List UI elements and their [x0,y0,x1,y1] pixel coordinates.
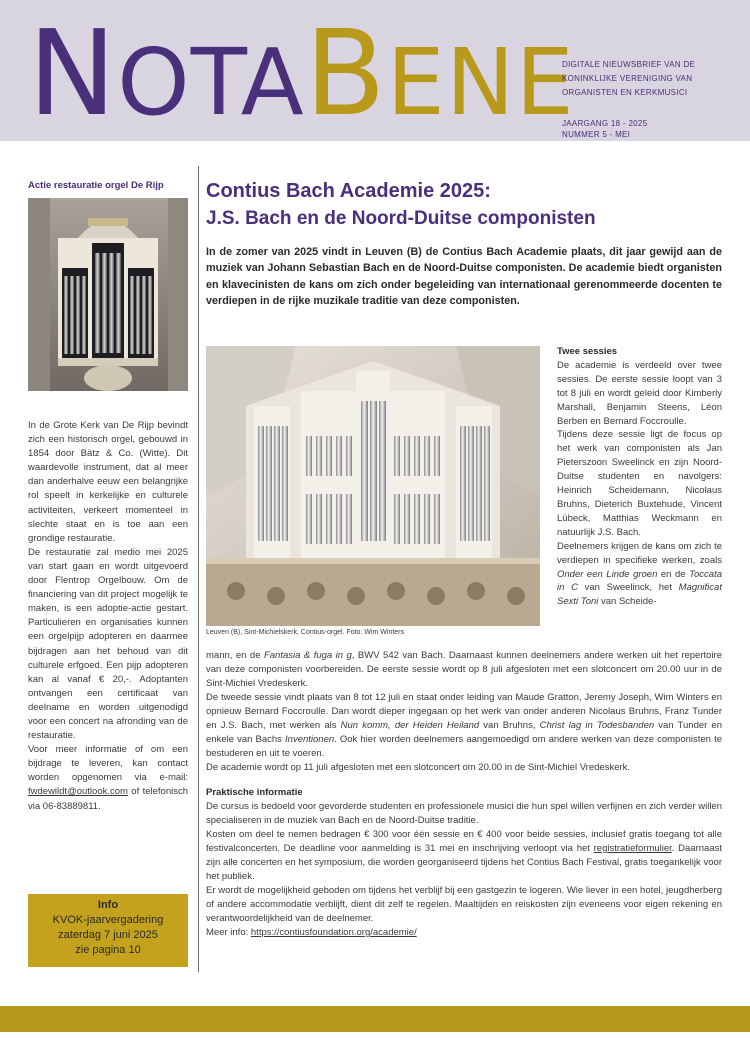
work-title: Magnificat Sexti Toni [557,582,722,608]
sidebar-contact [28,743,188,813]
work-title: Nun komm, der Heiden Heiland [340,720,480,731]
body-paragraph: De academie wordt op 11 juli afgesloten met een slotconcert om 20.00 in de Sint-Michiel Vredeskerk. [206,762,631,773]
sidebar-heading: Actie restauratie orgel De Rijp [28,180,164,191]
masthead [0,0,750,141]
logo-letter-b: B [304,4,387,142]
registration-form-link[interactable]: registratieformulier [593,843,672,854]
text-run: De tweede sessie vindt plaats van 8 tot 12 juli en staat onder leiding van Maude Gratton, Jeremy Joseph, Wim Winters en opnieuw Bernard Foccroulle. Dan wordt dieper ingegaan op het werk van onder anderen Nicolaus Bruhns, Franz Tunder en J.S. Bach, met werken als [206,692,722,731]
info-box-line: zie pagina 10 [75,944,141,956]
work-title: Onder een Linde groen [557,568,658,580]
work-title: Christ lag in Todesbanden [539,720,655,731]
info-box-title: Info [97,899,119,911]
info-box-line: KVOK-jaarvergadering [52,914,164,926]
text-run: . Ook hier worden deelnemers aangemoedigd om andere werken van deze componisten te bestuderen en uit te voeren. [206,734,722,759]
body-paragraph: De cursus is bedoeld voor gevorderde studenten en professionele musici die hun spel willen verfijnen en zich verder willen specialiseren in de muziek van Bach en de Noord-Duitse traditie. [206,801,722,826]
contact-text: Voor meer informatie of om een bijdrage te leveren, kan contact worden opgenomen via e-mail: [28,744,188,784]
article-subtitle: J.S. Bach en de Noord-Duitse componisten [206,208,596,229]
practical-heading: Praktische informatie [206,787,303,798]
text-run: , BWV 542 van Bach. Daarnaast kunnen deelnemers andere werken uit het repertoire van deze componisten voorbereiden. De eerste sessie wordt op 8 juli afgesloten met een slotconcert om 20.00 uur in de Sint-Michiel Vredeskerk. [206,650,722,689]
contact-email-link[interactable]: fwdewildt@outlook.com [28,786,128,798]
issue-info [562,118,647,140]
work-title: Fantasia & fuga in g [263,650,352,661]
sessions-column [557,345,722,609]
work-title: Inventionen [285,734,335,745]
main-article-header [206,178,722,310]
article-body [206,649,722,940]
sidebar [28,180,188,814]
work-title: Toccata in C [557,568,722,594]
article-lead: In de zomer van 2025 vindt in Leuven (B) de Contius Bach Academie plaats, dit jaar gewijd aan de muziek van Johann Sebastian Bach en de Noord-Duitse componisten. De academie biedt organisten en klavecinisten de kans om zich onder begeleiding van internationaal gerenommeerde docenten te verdiepen in de rijke muzikale traditie van deze componisten. [206,246,722,308]
text-run: mann, en de [206,650,264,661]
text-run: en de [657,568,690,580]
body-paragraph [206,691,722,761]
sessions-paragraph: Tijdens deze sessie ligt de focus op het werk van componisten als Jan Pieterszoon Sweelinck en zijn Noord-Duitse studenten en navolgers: Heinrich Scheidemann, Nicolaus Bruhns, Dieterich Buxtehude, Vincent Lübeck, Matthias Weckmann en natuurlijk J.S. Bach. [557,429,722,538]
sidebar-article-text [28,419,188,814]
newsletter-tagline: DIGITALE NIEUWSBRIEF VAN DE KONINKLIJKE VERENIGING VAN ORGANISTEN EN KERKMUSICI [562,60,696,97]
logo-ota: OTA [117,29,305,136]
text-run: van Bruhns, [479,720,540,731]
text-run: van Sweelinck, het [577,582,679,594]
logo-letter-n: N [28,4,118,142]
text-run: . Daarnaast zijn alle concerten en het symposium, die worden georganiseerd tijdens het Contius Bach Festival, gratis toegankelijk voor het publiek. [206,843,722,882]
sidebar-paragraph: In de Grote Kerk van De Rijp bevindt zich een historisch orgel, gebouwd in 1854 door Bätz & Co. (Witte). Dit waardevolle instrument, dat al meer dan anderhalve eeuw een belangrijke rol speelt in kerkelijke en culturele activiteiten, verkeert momenteel in slechte staat en is toe aan een grondige restauratie. [28,420,188,544]
text-run: Deelnemers krijgen de kans om zich te verdiepen in specifieke werken, zoals [557,540,722,566]
body-paragraph [206,828,722,884]
issue-number: NUMMER 5 - MEI [562,130,631,139]
sessions-paragraph: De academie is verdeeld over twee sessies. De eerste sessie loopt van 3 tot 8 juli en wordt geleid door Kimberly Marshall, Benjamin Steens, Léon Berben en Bernard Foccroulle. [557,359,722,427]
de-rijp-organ-photo [28,198,188,391]
nota-bene-logo [28,4,575,142]
info-box-line: zaterdag 7 juni 2025 [58,929,158,941]
body-paragraph [206,649,722,691]
column-divider [198,166,199,972]
footer-bar [0,1006,750,1032]
text-run: van Scheide- [598,596,657,608]
more-info-line [206,926,722,940]
article-title: Contius Bach Academie 2025: [206,180,491,202]
leuven-contius-organ-photo [206,346,540,626]
body-paragraph: Er wordt de mogelijkheid geboden om tijdens het verblijf bij een gastgezin te logeren. Wie liever in een hotel, jeugdherberg of andere accommodatie verblijft, dient dit zelf te regelen. Maaltijden en reiskosten zijn eveneens voor eigen rekening en verantwoordelijkheid van de deelnemer. [206,885,722,924]
sidebar-paragraph: De restauratie zal medio mei 2025 van start gaan en wordt uitgevoerd door Flentrop Orgelbouw. Om de financiering van dit project mogelijk te maken, is een adoptie-actie gestart. Particulieren en organisaties kunnen een orgelpijp adopteren en daarmee bijdragen aan het behoud van dit culturele erfgoed. Een pijp adopteren kan al vanaf € 20,-. Adoptanten ontvangen een certificaat van deelname en worden uitgenodigd voor een concert na afronding van de restauratie. [28,546,188,742]
sessions-heading: Twee sessies [557,346,618,357]
photo-caption: Leuven (B), Sint-Michielskerk, Contius-orgel. Foto: Wim Winters [206,629,404,636]
more-info-label: Meer info: [206,927,251,938]
text-run: Kosten om deel te nemen bedragen € 300 voor één sessie en € 400 voor beide sessies, inclusief gratis toegang tot alle festivalconcerten. De deadline voor aanmelding is 31 mei en inschrijving verloopt via het [206,829,722,854]
info-box [28,894,188,967]
text-run: van Tunder en enkele van Bachs [206,720,722,745]
volume-label: JAARGANG 18 - 2025 [562,119,648,128]
sessions-paragraph [557,540,722,610]
logo-ene: ENE [386,29,575,136]
contius-foundation-link[interactable]: https://contiusfoundation.org/academie/ [250,927,417,938]
contact-phone-text: of telefonisch via 06-83889811. [28,786,188,812]
